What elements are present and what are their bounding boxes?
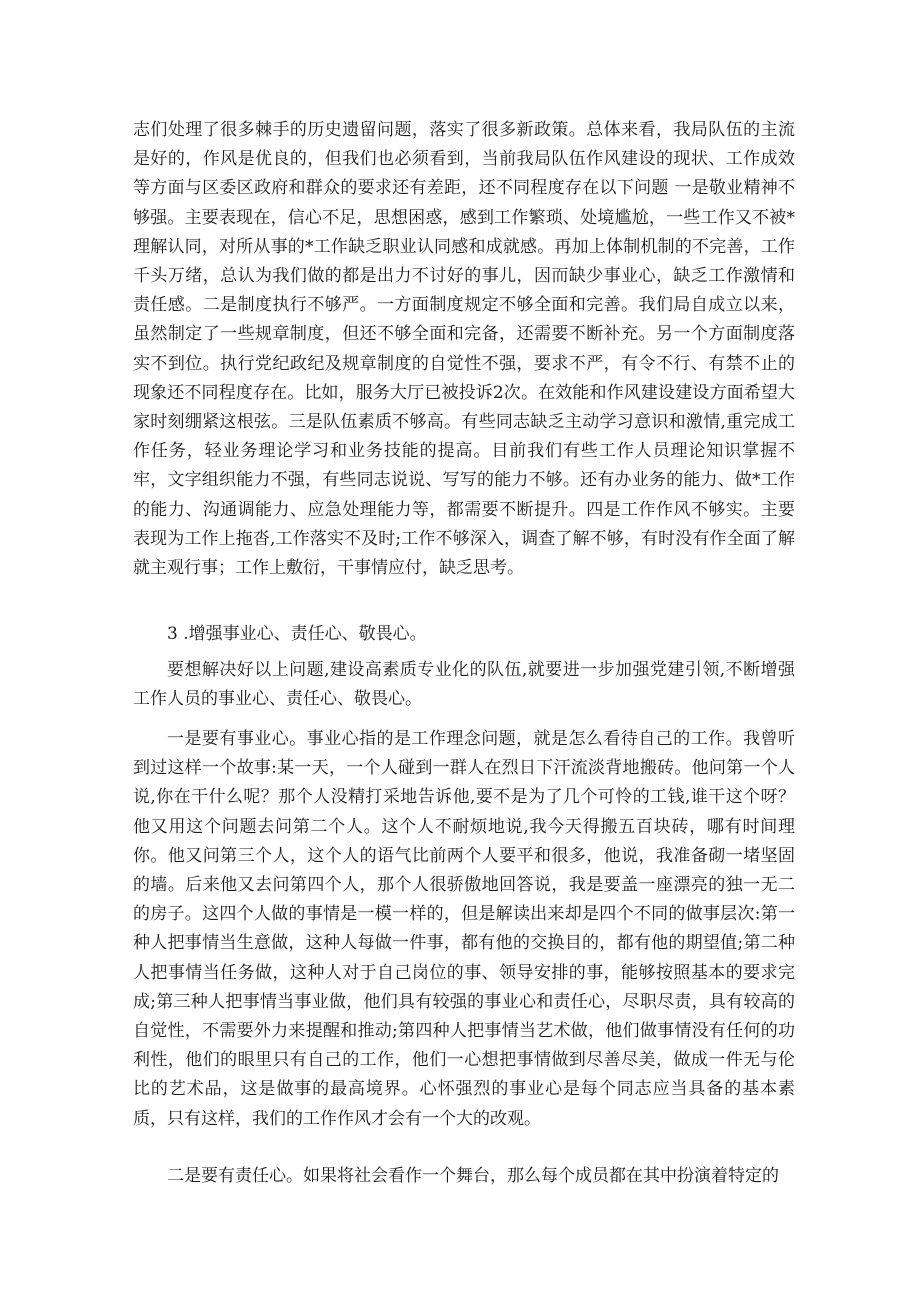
section-heading: 3 .增强事业心、责任心、敬畏心。 [167, 624, 427, 644]
paragraph-career-mindset: 一是要有事业心。事业心指的是工作理念问题，就是怎么看待自己的工作。我曾听到过这样一个故事:某一天，一个人碰到一群人在烈日下汗流淡背地搬砖。他问第一个人说,你在干什么呢？那个人没精打采地告诉他,要不是为了几个可怜的工钱,谁干这个呀？他又用这个问题去问第二个人。这个人不耐烦地说,我今天得搬五百块砖，哪有时间理你。他又问第三个人，这个人的语气比前两个人要平和很多，他说，我准备砌一堵坚固的墙。后来他又去问第四个人，那个人很骄傲地回答说，我是要盖一座漂亮的独一无二的房子。这四个人做的事情是一模一样的，但是解读出来却是四个不同的做事层次:第一种人把事情当生意做，这种人每做一件事，都有他的交换目的，都有他的期望值;第二种人把事情当任务做，这种人对于自己岗位的事、领导安排的事，能够按照基本的要求完成;第三种人把事情当事业做，他们具有较强的事业心和责任心，尽职尽责，具有较高的自觉性，不需要外力来提醒和推动;第四种人把事情当艺术做，他们做事情没有任何的功利性，他们的眼里只有自己的工作，他们一心想把事情做到尽善尽美，做成一件无与伦比的艺术品，这是做事的最高境界。心怀强烈的事业心是每个同志应当具备的基本素质，只有这样，我们的工作作风才会有一个大的改观。 [133, 729, 795, 1129]
paragraph-problems: 志们处理了很多棘手的历史遗留问题，落实了很多新政策。总体来看，我局队伍的主流是好的，作风是优良的，但我们也必须看到，当前我局队伍作风建设的现状、工作成效等方面与区委区政府和群众的要求还有差距，还不同程度存在以下问题 一是敬业精神不够强。主要表现在，信心不足，思想困惑，感到工作繁琐、处境尴尬，一些工作又不被*理解认同，对所从事的*工作缺乏职业认同感和成就感。再加上体制机制的不完善，工作千头万绪，总认为我们做的都是出力不讨好的事儿，因而缺少事业心，缺乏工作激情和责任感。二是制度执行不够严。一方面制度规定不够全面和完善。我们局自成立以来，虽然制定了一些规章制度，但还不够全面和完备，还需要不断补充。另一个方面制度落实不到位。执行党纪政纪及规章制度的自觉性不强，要求不严，有令不行、有禁不止的现象还不同程度存在。比如，服务大厅已被投诉2次。在效能和作风建设建设方面希望大家时刻绷紧这根弦。三是队伍素质不够高。有些同志缺乏主动学习意识和激情,重完成工作任务，轻业务理论学习和业务技能的提高。目前我们有些工作人员理论知识掌握不牢，文字组织能力不强，有些同志说说、写写的能力不够。还有办业务的能力、做*工作的能力、沟通调能力、应急处理能力等，都需要不断提升。四是工作作风不够实。主要表现为工作上拖沓,工作落实不及时;工作不够深入，调查了解不够，有时没有作全面了解就主观行事；工作上敷衍，干事情应付，缺乏思考。 [133, 120, 795, 579]
paragraph-intro: 要想解决好以上问题,建设高素质专业化的队伍,就要进一步加强党建引领,不断增强工作人员的事业心、责任心、敬畏心。 [133, 660, 795, 710]
paragraph-responsibility: 二是要有责任心。如果将社会看作一个舞台，那么每个成员都在其中扮演着特定的 [167, 1166, 779, 1186]
